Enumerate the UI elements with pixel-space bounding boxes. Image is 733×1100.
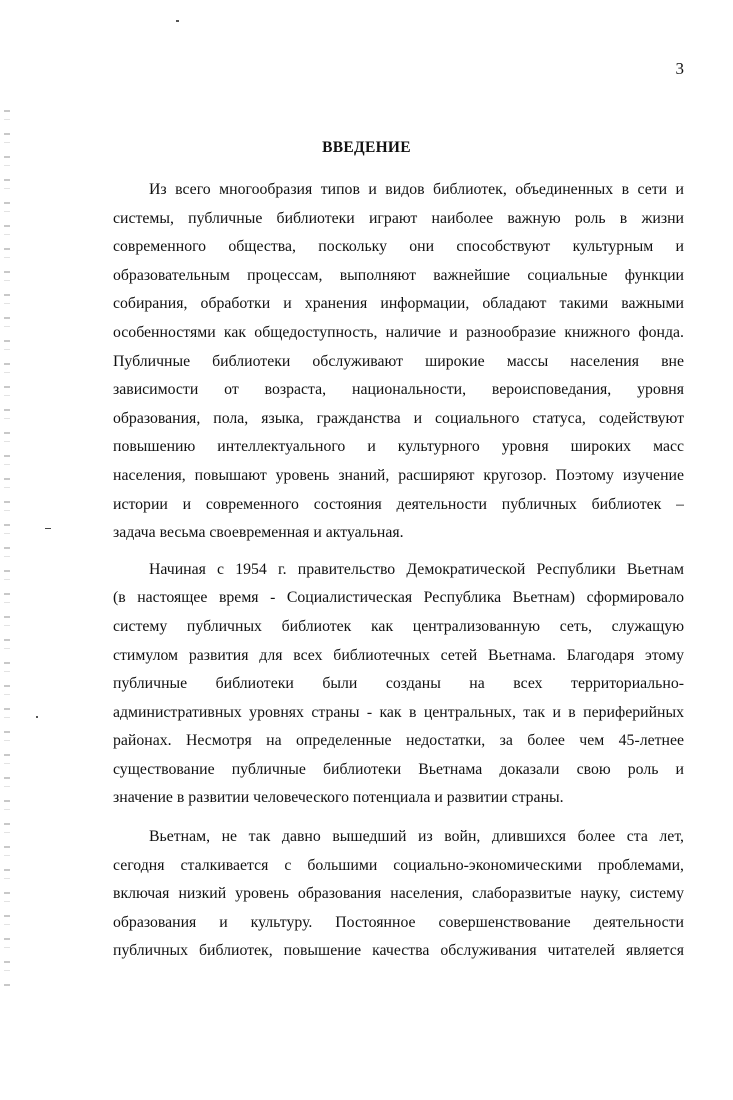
text-line: публичные библиотеки были созданы на всех территориально- — [113, 675, 684, 693]
text-line: Вьетнам, не так давно вышедший из войн, длившихся более ста лет, — [149, 828, 684, 846]
text-line: публичных библиотек, повышение качества обслуживания читателей является — [113, 942, 684, 960]
scan-speck — [36, 716, 38, 718]
text-line: повышению интеллектуального и культурного уровня широких масс — [113, 438, 684, 456]
text-line: Из всего многообразия типов и видов библиотек, объединенных в сети и — [149, 181, 684, 198]
text-line: стимулом развития для всех библиотечных сетей Вьетнама. Благодаря этому — [113, 646, 684, 664]
page-number: 3 — [675, 59, 684, 78]
text-line: образовательным процессам, выполняют важнейшие социальные функции — [113, 266, 684, 284]
text-line: Публичные библиотеки обслуживают широкие массы населения вне — [113, 352, 684, 370]
scan-edge-artifact — [4, 110, 10, 990]
paragraph — [113, 823, 684, 966]
text-line: образования, пола, языка, гражданства и социального статуса, содействуют — [113, 409, 684, 427]
text-line: значение в развитии человеческого потенциала и развитии страны. — [113, 789, 564, 807]
text-line: районах. Несмотря на определенные недостатки, за более чем 45-летнее — [113, 732, 684, 750]
paragraph — [113, 556, 684, 813]
text-line: систему публичных библиотек как централизованную сеть, служащую — [113, 617, 684, 635]
text-line: образования и культуру. Постоянное совершенствование деятельности — [113, 913, 684, 931]
body-text — [113, 176, 684, 966]
text-line: административных уровнях страны - как в центральных, так и в периферийных — [113, 703, 684, 721]
text-line: включая низкий уровень образования населения, слаборазвитые науку, систему — [113, 885, 684, 903]
text-line: особенностями как общедоступность, наличие и разнообразие книжного фонда. — [113, 323, 684, 341]
scan-speck — [45, 528, 51, 529]
text-line: Начиная с 1954 г. правительство Демократической Республики Вьетнам — [149, 560, 684, 578]
text-line: истории и современного состояния деятельности публичных библиотек – — [113, 495, 684, 513]
paragraph — [113, 176, 684, 548]
section-heading: ВВЕДЕНИЕ — [322, 139, 411, 156]
text-line: существование публичные библиотеки Вьетнама доказали свою роль и — [113, 760, 684, 778]
text-line: населения, повышают уровень знаний, расширяют кругозор. Поэтому изучение — [113, 466, 684, 484]
text-line: сегодня сталкивается с большими социально-экономическими проблемами, — [113, 856, 684, 874]
text-line: (в настоящее время - Социалистическая Республика Вьетнам) сформировало — [113, 589, 684, 607]
text-line: задача весьма своевременная и актуальная. — [113, 524, 404, 542]
text-line: современного общества, поскольку они способствуют культурным и — [113, 238, 684, 256]
text-line: системы, публичные библиотеки играют наиболее важную роль в жизни — [113, 209, 684, 227]
text-line: зависимости от возраста, национальности, вероисповедания, уровня — [113, 381, 684, 399]
scan-speck — [176, 20, 179, 22]
text-line: собирания, обработки и хранения информации, обладают такими важными — [113, 295, 684, 313]
